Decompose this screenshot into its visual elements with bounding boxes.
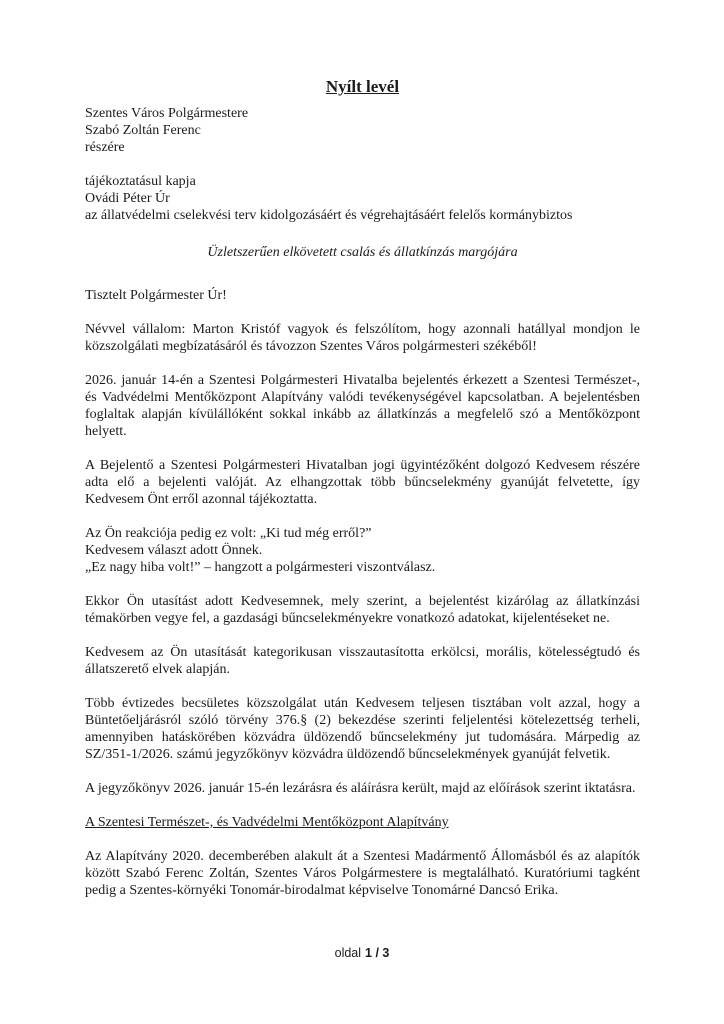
- dialogue-line-mayor-question: Az Ön reakciója pedig ez volt: „Ki tud még erről?”: [85, 526, 372, 541]
- paragraph-record: A jegyzőkönyv 2026. január 15-én lezárásra és aláírásra került, majd az előírások szerint iktatásra.: [85, 781, 636, 796]
- paragraph-refusal: Kedvesem az Ön utasítását kategorikusan visszautasította erkölcsi, morális, kötelességtudó és állatszerető elvek alapján.: [85, 645, 640, 677]
- paragraph-bejelento: A Bejelentő a Szentesi Polgármesteri Hivatalban jogi ügyintézőként dolgozó Kedvesem részére adta elő a bejelenti valóját. Az elhangzottak több bűncselekmény gyanúját felvetette, így Kedvesem Önt erről azonnal tájékoztatta.: [85, 458, 640, 507]
- dialogue-block: [85, 525, 640, 576]
- subject-line: Üzletszerűen elkövetett csalás és állatkínzás margójára: [207, 245, 518, 260]
- dialogue-line-answer: Kedvesem választ adott Önnek.: [85, 543, 263, 558]
- cc-block: [85, 173, 640, 224]
- paragraph-report: 2026. január 14-én a Szentesi Polgármesteri Hivatalba bejelentés érkezett a Szentesi Természet-, és Vadvédelmi Mentőközpont Alapítvány valódi tevékenységével kapcsolatban. A bejelentésben foglaltak alapján kívülállóként sokkal inkább az állatkínzás a megfelelő szó a Mentőközpont helyett.: [85, 373, 640, 439]
- salutation: Tisztelt Polgármester Úr!: [85, 288, 227, 303]
- dialogue-line-mayor-reply: „Ez nagy hiba volt!” – hangzott a polgármesteri viszontválasz.: [85, 560, 436, 575]
- section-heading-foundation: A Szentesi Természet-, és Vadvédelmi Mentőközpont Alapítvány: [85, 815, 449, 830]
- cc-role: az állatvédelmi cselekvési terv kidolgozásáért és végrehajtásáért felelős kormánybiztos: [85, 208, 573, 223]
- paragraph-instruction: Ekkor Ön utasítást adott Kedvesemnek, mely szerint, a bejelentést kizárólag az állatkínzási témakörben vegye fel, a gazdasági bűncselekményekre vonatkozó adatokat, kijelentéseket ne.: [85, 594, 640, 626]
- footer-label: oldal: [334, 946, 362, 960]
- recipient-suffix: részére: [85, 140, 125, 155]
- page-footer: [0, 945, 724, 962]
- recipient-person: Szabó Zoltán Ferenc: [85, 123, 201, 138]
- paragraph-demand: Névvel vállalom: Marton Kristóf vagyok és felszólítom, hogy azonnali hatállyal mondjon le közszolgálati megbízatásáról és távozzon Szentes Város polgármesteri székéből!: [85, 322, 640, 354]
- paragraph-legal-duty: Több évtizedes becsületes közszolgálat után Kedvesem teljesen tisztában volt azzal, hogy a Büntetőeljárásról szóló törvény 376.§ (2) bekezdése szerinti feljelentési kötelezettség terheli, amennyiben hatáskörében közvádra üldözendő bűncselekmény jut tudomására. Márpedig az SZ/351-1/2026. számú jegyzőkönyv közvádra üldözendő bűncselekmények gyanúját felvetik.: [85, 696, 640, 762]
- recipient-name: Szentes Város Polgármestere: [85, 106, 249, 121]
- cc-label: tájékoztatásul kapja: [85, 174, 196, 189]
- cc-person: Ovádi Péter Úr: [85, 191, 170, 206]
- recipient-block: [85, 105, 640, 156]
- document-title: Nyílt levél: [325, 77, 400, 96]
- paragraph-foundation-history: Az Alapítvány 2020. decemberében alakult át a Szentesi Madármentő Állomásból és az alapítók között Szabó Ferenc Zoltán, Szentes Város Polgármestere is megtalálható. Kuratóriumi tagként pedig a Szentes-környéki Tonomár-birodalmat képviselve Tonomárné Dancsó Erika.: [85, 849, 640, 898]
- footer-page-number: 1 / 3: [365, 946, 390, 960]
